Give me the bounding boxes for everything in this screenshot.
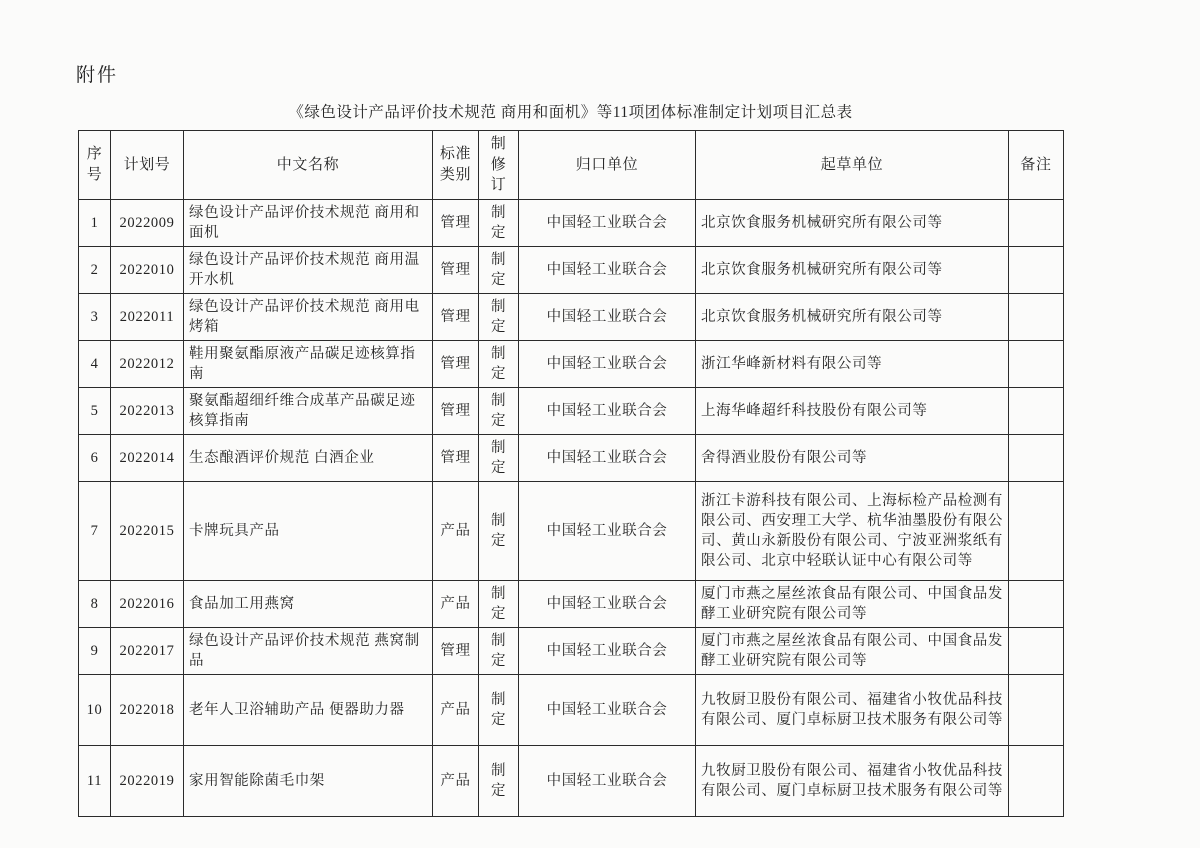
cell-name: 鞋用聚氨酯原液产品碳足迹核算指南 xyxy=(184,341,433,388)
cell-action: 制定 xyxy=(479,247,519,294)
cell-remarks xyxy=(1009,388,1064,435)
table-row xyxy=(79,200,1064,247)
cell-category: 产品 xyxy=(433,482,479,581)
cell-plan-no: 2022014 xyxy=(111,435,184,482)
cell-seq: 9 xyxy=(79,628,111,675)
cell-remarks xyxy=(1009,247,1064,294)
cell-category: 产品 xyxy=(433,675,479,746)
summary-table xyxy=(78,130,1064,817)
cell-centralized-unit: 中国轻工业联合会 xyxy=(519,435,696,482)
cell-plan-no: 2022019 xyxy=(111,746,184,817)
table-row xyxy=(79,482,1064,581)
cell-drafting-unit: 上海华峰超纤科技股份有限公司等 xyxy=(696,388,1009,435)
cell-centralized-unit: 中国轻工业联合会 xyxy=(519,482,696,581)
cell-remarks xyxy=(1009,482,1064,581)
col-header-seq: 序号 xyxy=(79,131,111,200)
cell-drafting-unit: 北京饮食服务机械研究所有限公司等 xyxy=(696,247,1009,294)
cell-name: 绿色设计产品评价技术规范 商用和面机 xyxy=(184,200,433,247)
table-body xyxy=(79,200,1064,817)
cell-centralized-unit: 中国轻工业联合会 xyxy=(519,341,696,388)
cell-action: 制定 xyxy=(479,294,519,341)
cell-drafting-unit: 厦门市燕之屋丝浓食品有限公司、中国食品发酵工业研究院有限公司等 xyxy=(696,581,1009,628)
table-row xyxy=(79,746,1064,817)
cell-centralized-unit: 中国轻工业联合会 xyxy=(519,746,696,817)
table-row xyxy=(79,247,1064,294)
cell-seq: 10 xyxy=(79,675,111,746)
col-header-name: 中文名称 xyxy=(184,131,433,200)
table-title: 《绿色设计产品评价技术规范 商用和面机》等11项团体标准制定计划项目汇总表 xyxy=(288,104,853,121)
cell-plan-no: 2022010 xyxy=(111,247,184,294)
cell-action: 制定 xyxy=(479,200,519,247)
cell-plan-no: 2022013 xyxy=(111,388,184,435)
attachment-label: 附件 xyxy=(76,65,119,86)
col-header-category: 标准类别 xyxy=(433,131,479,200)
cell-plan-no: 2022011 xyxy=(111,294,184,341)
cell-category: 产品 xyxy=(433,581,479,628)
cell-category: 管理 xyxy=(433,435,479,482)
table-row xyxy=(79,341,1064,388)
table-header-row xyxy=(79,131,1064,200)
cell-action: 制定 xyxy=(479,628,519,675)
cell-seq: 8 xyxy=(79,581,111,628)
cell-action: 制定 xyxy=(479,746,519,817)
cell-seq: 4 xyxy=(79,341,111,388)
cell-plan-no: 2022018 xyxy=(111,675,184,746)
table-row xyxy=(79,675,1064,746)
cell-remarks xyxy=(1009,200,1064,247)
cell-centralized-unit: 中国轻工业联合会 xyxy=(519,675,696,746)
cell-action: 制定 xyxy=(479,388,519,435)
cell-name: 绿色设计产品评价技术规范 商用电烤箱 xyxy=(184,294,433,341)
cell-seq: 3 xyxy=(79,294,111,341)
cell-seq: 1 xyxy=(79,200,111,247)
table-row xyxy=(79,628,1064,675)
cell-remarks xyxy=(1009,581,1064,628)
cell-plan-no: 2022016 xyxy=(111,581,184,628)
cell-remarks xyxy=(1009,435,1064,482)
cell-seq: 7 xyxy=(79,482,111,581)
cell-action: 制定 xyxy=(479,341,519,388)
cell-centralized-unit: 中国轻工业联合会 xyxy=(519,628,696,675)
cell-seq: 6 xyxy=(79,435,111,482)
cell-drafting-unit: 厦门市燕之屋丝浓食品有限公司、中国食品发酵工业研究院有限公司等 xyxy=(696,628,1009,675)
cell-action: 制定 xyxy=(479,482,519,581)
cell-plan-no: 2022009 xyxy=(111,200,184,247)
cell-centralized-unit: 中国轻工业联合会 xyxy=(519,200,696,247)
cell-centralized-unit: 中国轻工业联合会 xyxy=(519,581,696,628)
table-row xyxy=(79,581,1064,628)
cell-plan-no: 2022017 xyxy=(111,628,184,675)
cell-plan-no: 2022015 xyxy=(111,482,184,581)
cell-category: 管理 xyxy=(433,200,479,247)
cell-drafting-unit: 九牧厨卫股份有限公司、福建省小牧优品科技有限公司、厦门卓标厨卫技术服务有限公司等 xyxy=(696,675,1009,746)
cell-drafting-unit: 北京饮食服务机械研究所有限公司等 xyxy=(696,294,1009,341)
cell-name: 聚氨酯超细纤维合成革产品碳足迹核算指南 xyxy=(184,388,433,435)
table-row xyxy=(79,388,1064,435)
cell-name: 卡牌玩具产品 xyxy=(184,482,433,581)
cell-name: 生态酿酒评价规范 白酒企业 xyxy=(184,435,433,482)
cell-drafting-unit: 浙江卡游科技有限公司、上海标检产品检测有限公司、西安理工大学、杭华油墨股份有限公司、黄山永新股份有限公司、宁波亚洲浆纸有限公司、北京中轻联认证中心有限公司等 xyxy=(696,482,1009,581)
table-row xyxy=(79,294,1064,341)
cell-name: 绿色设计产品评价技术规范 商用温开水机 xyxy=(184,247,433,294)
cell-remarks xyxy=(1009,341,1064,388)
cell-name: 绿色设计产品评价技术规范 燕窝制品 xyxy=(184,628,433,675)
col-header-action: 制修订 xyxy=(479,131,519,200)
cell-centralized-unit: 中国轻工业联合会 xyxy=(519,388,696,435)
cell-seq: 5 xyxy=(79,388,111,435)
table-row xyxy=(79,435,1064,482)
cell-remarks xyxy=(1009,294,1064,341)
cell-plan-no: 2022012 xyxy=(111,341,184,388)
cell-name: 食品加工用燕窝 xyxy=(184,581,433,628)
cell-name: 老年人卫浴辅助产品 便器助力器 xyxy=(184,675,433,746)
cell-action: 制定 xyxy=(479,435,519,482)
cell-category: 管理 xyxy=(433,628,479,675)
cell-category: 管理 xyxy=(433,341,479,388)
cell-remarks xyxy=(1009,628,1064,675)
cell-remarks xyxy=(1009,675,1064,746)
cell-name: 家用智能除菌毛巾架 xyxy=(184,746,433,817)
cell-seq: 2 xyxy=(79,247,111,294)
cell-drafting-unit: 北京饮食服务机械研究所有限公司等 xyxy=(696,200,1009,247)
cell-drafting-unit: 浙江华峰新材料有限公司等 xyxy=(696,341,1009,388)
col-header-drafting-unit: 起草单位 xyxy=(696,131,1009,200)
col-header-remarks: 备注 xyxy=(1009,131,1064,200)
cell-centralized-unit: 中国轻工业联合会 xyxy=(519,247,696,294)
cell-centralized-unit: 中国轻工业联合会 xyxy=(519,294,696,341)
cell-remarks xyxy=(1009,746,1064,817)
cell-drafting-unit: 九牧厨卫股份有限公司、福建省小牧优品科技有限公司、厦门卓标厨卫技术服务有限公司等 xyxy=(696,746,1009,817)
col-header-centralized-unit: 归口单位 xyxy=(519,131,696,200)
cell-action: 制定 xyxy=(479,675,519,746)
cell-drafting-unit: 舍得酒业股份有限公司等 xyxy=(696,435,1009,482)
cell-seq: 11 xyxy=(79,746,111,817)
cell-category: 产品 xyxy=(433,746,479,817)
cell-action: 制定 xyxy=(479,581,519,628)
col-header-plan-no: 计划号 xyxy=(111,131,184,200)
cell-category: 管理 xyxy=(433,247,479,294)
cell-category: 管理 xyxy=(433,388,479,435)
cell-category: 管理 xyxy=(433,294,479,341)
